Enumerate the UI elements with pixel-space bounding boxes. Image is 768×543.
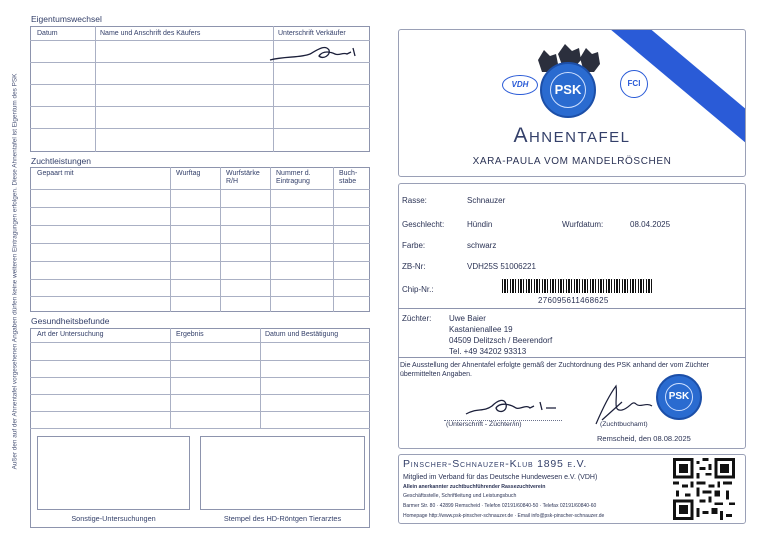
breeding-row-line	[30, 189, 370, 190]
breeding-title: Zuchtleistungen	[31, 156, 92, 166]
color-label: Farbe:	[402, 241, 426, 250]
pedigree-title: Ahnentafel	[513, 124, 631, 147]
breeding-row-line	[30, 243, 370, 244]
club-membership: Mitglied im Verband für das Deutsche Hundewesen e.V. (VDH)	[403, 474, 598, 481]
psk-seal-text: PSK	[550, 72, 586, 108]
club-web: Homepage http://www.psk-pinscher-schnauzer.de · Email info@psk-pinscher-schnauzer.de	[403, 513, 605, 519]
registry-signature-caption: (Zuchtbuchamt)	[600, 421, 648, 428]
psk-seal	[540, 62, 596, 118]
other-exams-box	[37, 436, 190, 510]
zb-number-label: ZB-Nr:	[402, 262, 426, 271]
litter-date-value: 08.04.2025	[630, 220, 671, 229]
ownership-header-date: Datum	[37, 30, 58, 37]
health-row-line	[30, 411, 370, 412]
psk-stamp	[656, 374, 702, 420]
chip-number-value: 276095611468625	[538, 296, 609, 305]
breeding-header-letter: Buch-stabe	[339, 170, 358, 185]
chip-barcode	[502, 279, 654, 293]
ownership-row-line	[30, 128, 370, 129]
health-row-line	[30, 394, 370, 395]
club-office: Geschäftsstelle, Schriftleitung und Leistungsbuch	[403, 493, 517, 499]
vdh-logo: VDH	[502, 75, 538, 95]
health-title: Gesundheitsbefunde	[31, 316, 110, 326]
breeder-signature-caption: (Unterschrift - Züchter/in)	[446, 421, 522, 428]
health-row-line	[30, 342, 370, 343]
health-col-divider	[260, 328, 261, 428]
breeder-signature	[462, 392, 562, 422]
breeder-city: 04509 Delitzsch / Beerendorf	[449, 336, 553, 345]
health-header-exam-type: Art der Untersuchung	[37, 331, 104, 338]
club-address: Barmer Str. 80 · 42899 Remscheid · Telefon 02191/60840-50 · Telefax 02191/60840-60	[403, 503, 597, 509]
breeding-header-mated-with: Gepaart mit	[37, 170, 74, 177]
ownership-header-seller-signature: Unterschrift Verkäufer	[278, 30, 346, 37]
club-name: Pinscher-Schnauzer-Klub 1895 e.V.	[403, 458, 588, 470]
breed-value: Schnauzer	[467, 196, 506, 205]
dog-name: XARA-PAULA VOM MANDELRÖSCHEN	[472, 156, 672, 167]
breeding-row-line	[30, 261, 370, 262]
sex-value: Hündin	[467, 220, 493, 229]
breeding-row-line	[30, 279, 370, 280]
chip-number-label: Chip-Nr.:	[402, 285, 434, 294]
breeder-name: Uwe Baier	[449, 314, 486, 323]
ownership-title: Eigentumswechsel	[31, 14, 102, 24]
ownership-row-line	[30, 84, 370, 85]
xray-vet-stamp-caption: Stempel des HD-Röntgen Tierarztes	[223, 514, 342, 523]
breeding-header-litter-day: Wurftag	[176, 170, 201, 177]
sex-label: Geschlecht:	[402, 220, 445, 229]
health-row-line	[30, 428, 370, 429]
details-divider	[398, 308, 746, 309]
ownership-header-buyer: Name und Anschrift des Käufers	[100, 30, 201, 37]
health-col-divider	[170, 328, 171, 428]
qr-code	[672, 458, 736, 520]
issuance-statement: Die Ausstellung der Ahnentafel erfolgte gemäß der Zuchtordnung des PSK anhand der vom Züchter übermittelten Angaben.	[400, 362, 709, 378]
breeding-row-line	[30, 225, 370, 226]
fci-logo: FCI	[620, 70, 648, 98]
health-row-line	[30, 360, 370, 361]
litter-date-label: Wurfdatum:	[562, 220, 604, 229]
breeder-label: Züchter:	[402, 314, 432, 323]
breeding-row-line	[30, 207, 370, 208]
ownership-row-line	[30, 106, 370, 107]
breeder-divider	[398, 357, 746, 358]
health-header-result: Ergebnis	[176, 331, 204, 338]
color-value: schwarz	[467, 241, 497, 250]
other-exams-caption: Sonstige-Untersuchungen	[71, 514, 156, 523]
health-row-line	[30, 377, 370, 378]
seller-signature	[265, 38, 365, 68]
breeding-header-entry-number: Nummer d. Eintragung	[276, 170, 311, 185]
xray-vet-stamp-box	[200, 436, 365, 510]
breed-label: Rasse:	[402, 196, 427, 205]
zb-number-value: VDH25S 51006221	[467, 262, 536, 271]
breeding-row-line	[30, 296, 370, 297]
side-note: Außer den auf der Ahnentafel vorgesehenen Angaben dürfen keine weiteren Eintragungen erfolgen. Diese Ahnentafel ist Eigentum des PSK	[11, 73, 19, 470]
psk-stamp-text: PSK	[665, 383, 693, 411]
club-recognition: Allein anerkannter zuchtbuchführender Rassezuchtverein	[403, 484, 546, 490]
ownership-col-divider	[95, 26, 96, 152]
place-date: Remscheid, den 08.08.2025	[597, 434, 691, 443]
breeding-header-litter-size: Wurfstärke R/H	[226, 170, 260, 185]
breeder-phone: Tel. +49 34202 93313	[449, 347, 527, 356]
breeder-street: Kastanienallee 19	[449, 325, 513, 334]
health-header-date-confirmation: Datum und Bestätigung	[265, 331, 339, 338]
